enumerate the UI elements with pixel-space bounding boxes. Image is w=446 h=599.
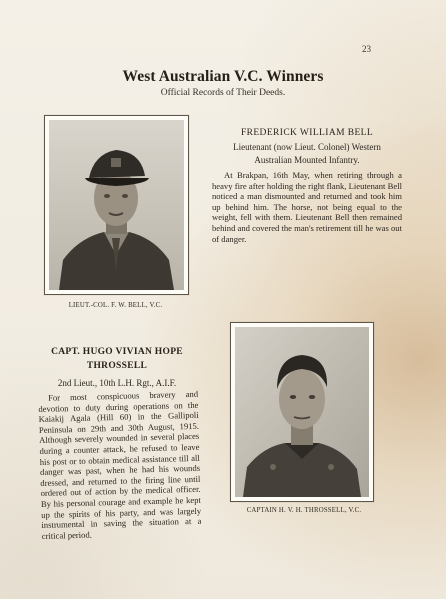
throssell-portrait-photo (230, 322, 374, 502)
page-subtitle: Official Records of Their Deeds. (160, 88, 286, 98)
bell-rank-line-2: Australian Mounted Infantry. (254, 155, 360, 165)
page-title: West Australian V.C. Winners (122, 68, 324, 85)
bell-photo-caption: LIEUT.-COL. F. W. BELL, V.C. (68, 302, 163, 309)
throssell-rank: 2nd Lieut., 10th L.H. Rgt., A.I.F. (57, 378, 177, 388)
throssell-name-heading-line-1: CAPT. HUGO VIVIAN HOPE (51, 347, 183, 357)
throssell-citation: For most conspicuous bravery and devotion to duty during operations on the Kaiakij Agala (Hill 60) in the Gallipoli Peninsula on 29th and 30th August, 1915. Although severely wounded in several places during a counter attack, he refused to leave his post or to obtain medical assistance till all danger was past, when he had his wounds dressed, and returned to the firing line until ordered out of action by the medical officer. By his personal courage and example he kept up the spirits of his party, and was largely instrumental in saving the situation at a critical period. (38, 388, 202, 541)
throssell-photo-caption: CAPTAIN H. V. H. THROSSELL, V.C. (246, 507, 362, 514)
page-number: 23 (362, 44, 371, 54)
bell-portrait-image (49, 120, 184, 290)
bell-name-heading: FREDERICK WILLIAM BELL (240, 128, 374, 138)
throssell-name-heading-line-2: THROSSELL (86, 361, 148, 371)
bell-rank-line-1: Lieutenant (now Lieut. Colonel) Western (233, 142, 381, 152)
bell-portrait-photo (44, 115, 189, 295)
bell-citation: At Brakpan, 16th May, when retiring through a heavy fire after holding the right flank, Lieutenant Bell noticed a man dismounted and returned and took him up behind him. The horse, not being equal to the weight, fell with them. Lieutenant Bell then remained behind and covered the man's retirement till he was out of danger. (212, 170, 402, 244)
throssell-portrait-image (235, 327, 369, 497)
